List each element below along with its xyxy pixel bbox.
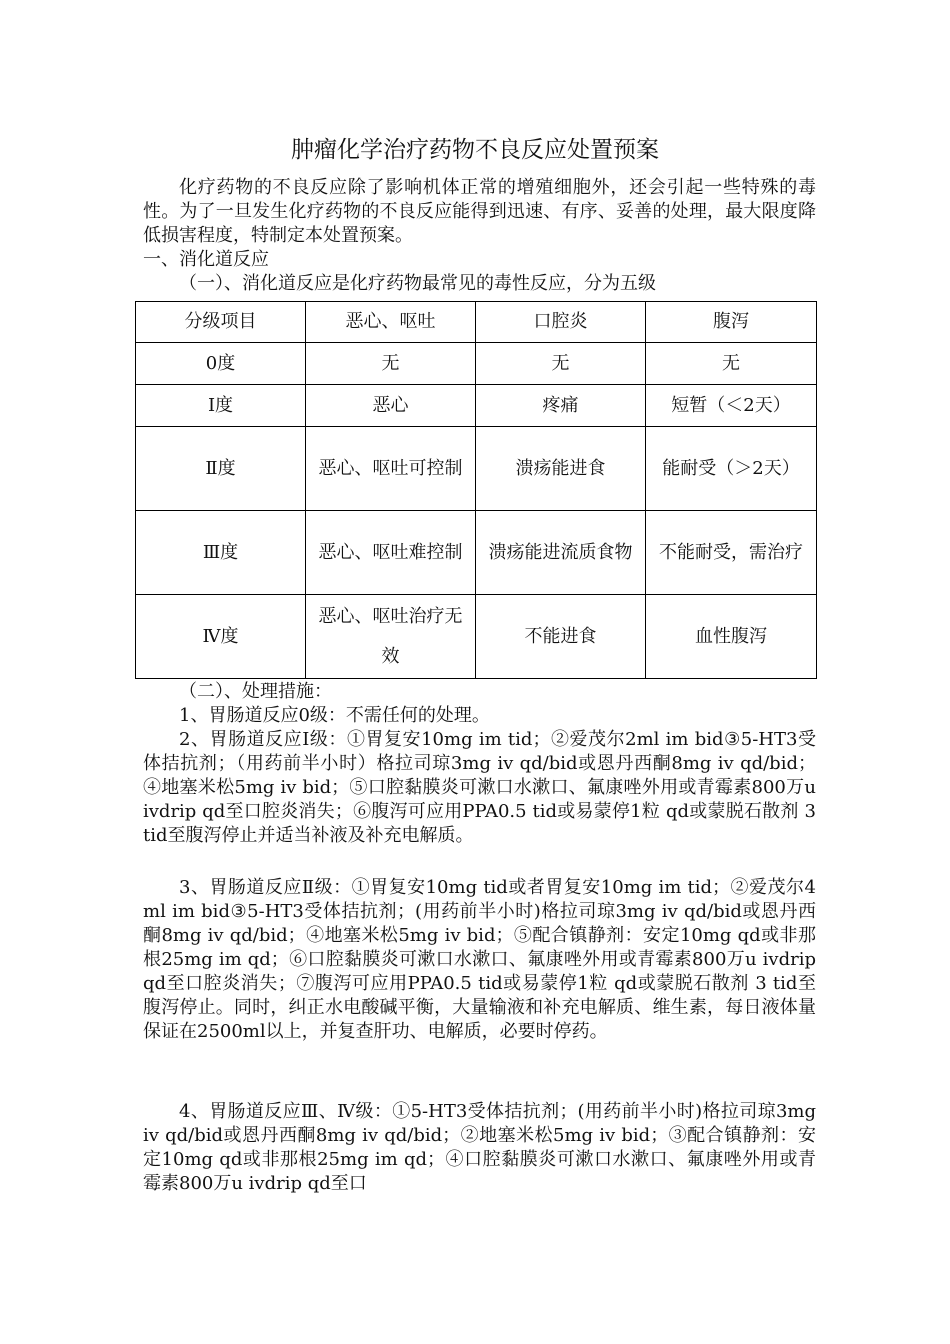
table-cell: 无	[306, 343, 476, 385]
table-row	[136, 595, 817, 679]
table-header-cell: 口腔炎	[476, 302, 646, 343]
table-cell: 无	[476, 343, 646, 385]
table-cell: Ⅳ度	[136, 595, 306, 679]
table-cell: 不能耐受，需治疗	[646, 511, 817, 595]
table-row	[136, 511, 817, 595]
subsection-heading-grades: （一）、消化道反应是化疗药物最常见的毒性反应，分为五级	[179, 273, 656, 294]
table-row	[136, 385, 817, 427]
table-cell: 恶心	[306, 385, 476, 427]
table-header-cell: 分级项目	[136, 302, 306, 343]
measure-paragraph-grade0: 1、胃肠道反应0级：不需任何的处理。	[179, 705, 490, 726]
table-cell: 0度	[136, 343, 306, 385]
table-cell: 溃疡能进流质食物	[476, 511, 646, 595]
measure-paragraph-grade3-4: 4、胃肠道反应Ⅲ、Ⅳ级：①5-HT3受体拮抗剂；(用药前半小时)格拉司琼3mg iv qd/bid或恩丹西酮8mg iv qd/bid；②地塞米松5mg iv bid；③配合镇静剂：安定10mg qd或非那根25mg im qd；④口腔黏膜炎可漱口水漱口、氟康唑外用或青霉素800万u ivdrip qd至口	[143, 1101, 816, 1194]
table-cell: 溃疡能进食	[476, 427, 646, 511]
table-cell: 恶心、呕吐可控制	[306, 427, 476, 511]
table-cell: 疼痛	[476, 385, 646, 427]
table-row	[136, 343, 817, 385]
document-title: 肿瘤化学治疗药物不良反应处置预案	[291, 137, 659, 163]
subsection-heading-measures: （二）、处理措施：	[179, 681, 332, 702]
section-heading-digestive: 一、消化道反应	[143, 249, 269, 270]
table-cell: Ⅲ度	[136, 511, 306, 595]
table-header-cell: 腹泻	[646, 302, 817, 343]
table-row	[136, 427, 817, 511]
table-cell: Ⅰ度	[136, 385, 306, 427]
grading-table	[135, 301, 817, 679]
measure-paragraph-grade1: 2、胃肠道反应Ⅰ级：①胃复安10mg im tid；②爱茂尔2ml im bid③5-HT3受体拮抗剂；（用药前半小时）格拉司琼3mg iv qd/bid或恩丹西酮8mg iv qd/bid；④地塞米松5mg iv bid；⑤口腔黏膜炎可漱口水漱口、氟康唑外用或青霉素800万u ivdrip qd至口腔炎消失；⑥腹泻可应用PPA0.5 tid或易蒙停1粒 qd或蒙脱石散剂 3 tid至腹泻停止并适当补液及补充电解质。	[143, 729, 816, 846]
intro-paragraph: 化疗药物的不良反应除了影响机体正常的增殖细胞外，还会引起一些特殊的毒性。为了一旦发生化疗药物的不良反应能得到迅速、有序、妥善的处理，最大限度降低损害程度，特制定本处置预案。	[143, 177, 816, 246]
table-header-row	[136, 302, 817, 343]
table-header-cell: 恶心、呕吐	[306, 302, 476, 343]
table-cell: 无	[646, 343, 817, 385]
table-cell: 血性腹泻	[646, 595, 817, 679]
table-cell: 恶心、呕吐治疗无效	[306, 595, 476, 679]
table-cell: 短暂（＜2天）	[646, 385, 817, 427]
measure-paragraph-grade2: 3、胃肠道反应Ⅱ级：①胃复安10mg tid或者胃复安10mg im tid；②爱茂尔4ml im bid③5-HT3受体拮抗剂；(用药前半小时)格拉司琼3mg iv qd/bid或恩丹西酮8mg iv qd/bid；④地塞米松5mg iv bid；⑤配合镇静剂：安定10mg qd或非那根25mg im qd；⑥口腔黏膜炎可漱口水漱口、氟康唑外用或青霉素800万u ivdrip qd至口腔炎消失；⑦腹泻可应用PPA0.5 tid或易蒙停1粒 qd或蒙脱石散剂 3 tid至腹泻停止。同时，纠正水电酸碱平衡，大量输液和补充电解质、维生素，每日液体量保证在2500ml以上，并复查肝功、电解质，必要时停药。	[143, 877, 816, 1042]
table-cell: Ⅱ度	[136, 427, 306, 511]
table-cell: 恶心、呕吐难控制	[306, 511, 476, 595]
table-cell: 不能进食	[476, 595, 646, 679]
table-cell: 能耐受（＞2天）	[646, 427, 817, 511]
